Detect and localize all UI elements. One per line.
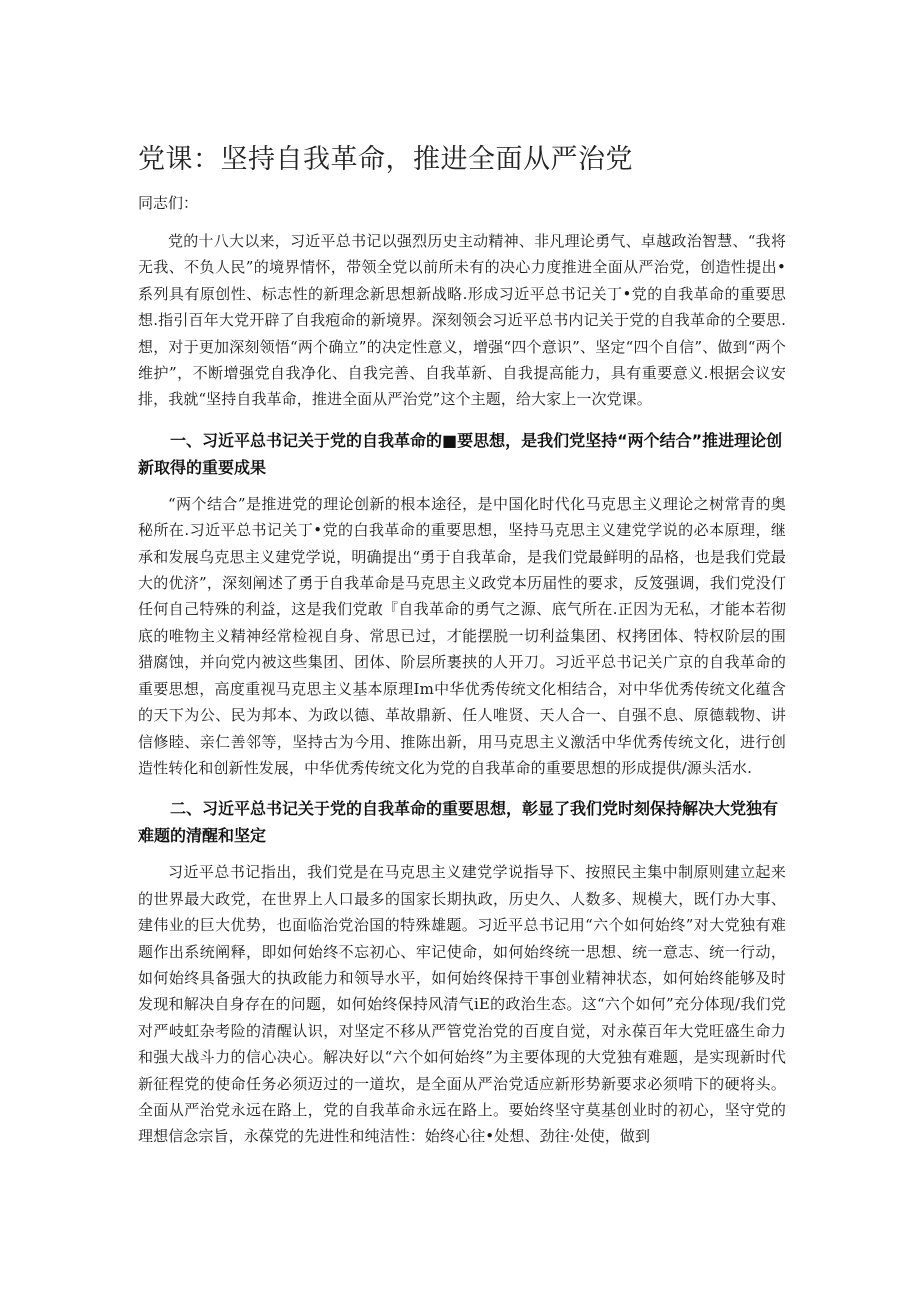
salutation: 同志们： xyxy=(138,194,199,212)
section-heading-1: 一、习近平总书记关于党的自我革命的■要思想，是我们党坚持“两个结合”推进理论创新取得的重要成果 xyxy=(138,430,783,477)
document-body xyxy=(138,138,786,1164)
section-2-paragraph: 习近平总书记指出，我们党是在马克思主义建党学说指导下、按照民主集中制原则建立起来的世界最大政党，在世界上人口最多的国家长期执政，历史久、人数多、规模大，既仃办大事、建伟业的巨大优势，也面临治党治国的特殊雄题。习近平总书记用“六个如何始终”对大党独有难题作出系统阐释，即如何始终不忘初心、牢记使命，如何始终统一思想、统一意志、统一行动，如何始终具备强大的执政能力和领导水平，如何始终保持干事创业精神状态，如何始终能够及时发现和解决自身存在的问题，如何始终保持风清气iE的政治生态。这“六个如何”充分体现/我们党对严岐虹杂考险的清醒认识，对坚定不移从严管党治党的百度自觉，对永葆百年大党旺盛生命力和强大战斗力的信心决心。解决好以“六个如何始终”为主要体现的大党独有难题，是实现新时代新征程党的使命任务必须迈过的一道坎，是全面从严治党适应新形势新要求必须啃下的硬将头。全面从严治党永远在路上，党的自我革命永远在路上。要始终坚守莫基创业时的初心，坚守党的理想信念宗旨，永葆党的先进性和纯洁性：始终心往•处想、劲往·处使，做到 xyxy=(138,863,786,1146)
intro-paragraph: 党的十八大以来，习近平总书记以强烈历史主动精神、非凡理论勇气、卓越政治智慧、“我将无我、不负人民”的境界情怀，带领全党以前所未有的决心力度推进全面从严治党，创造性提出•系列具有原创性、标志性的新理念新思想新战略.形成习近平总书记关丁•党的自我革命的重要思想.指引百年大党开辟了自我疱命的新境界。深刻领会习近平总书内记关于党的自我革命的仝要思.想，对于更加深刻领悟“两个确立”的决定性意义，增强“四个意识”、坚定“四个自信”、做到“两个维护”，不断增强党自我净化、自我完善、自我革新、自我提高能力，具有重要意义.根据会议安排，我就“坚持自我革命，推进全面从严治党”这个主题，给大家上一次党课。 xyxy=(138,232,786,409)
section-heading-2: 二、习近平总书记关于党的自我革命的重要思想，彰显了我们党时刻保持解决大党独有难题的清醒和坚定 xyxy=(138,799,779,846)
document-title: 党课：坚持自我革命，推进全面从严治党 xyxy=(138,144,633,175)
section-1-paragraph: “两个结合”是推进党的理论创新的根本途径，是中国化时代化马克思主义理论之树常青的奥秘所在.习近平总书记关丁•党的白我革命的重要思想，坚持马克思主义建党学说的必本原理，继承和发展乌克思主义建党学说，明确提出“勇于自我革命，是我们党最鲜明的品格，也是我们党最大的优济”，深刻阐述了勇于自我革命是马克思主义政党本历届性的要求，反笈强调，我们党没仃任何自己特殊的利益，这是我们党敢『自我革命的勇气之源、底气所在.正因为无私，才能本若彻底的唯物主义精神经常检视自身、常思已过，才能摆脱一切利益集团、权拷团体、特权阶层的围猎腐蚀，并向党内被这些集团、团体、阶层所裹挟的人开刀。习近平总书记关广京的自我革命的重要思想，高度重视马克思主义基本原理Im中华优秀传统文化相结合，对中华优秀传统文化蕴含的天下为公、民为邦本、为政以德、革故鼎新、任人唯贤、天人合一、自强不息、原德载物、讲信修睦、亲仁善邻等，坚持古为今用、推陈出新，用马克思主义激活中华优秀传统文化，进行创造性转化和创新性发展，中华优秀传统文化为党的自我革命的重要思想的形成提供/源头活水. xyxy=(138,494,786,777)
